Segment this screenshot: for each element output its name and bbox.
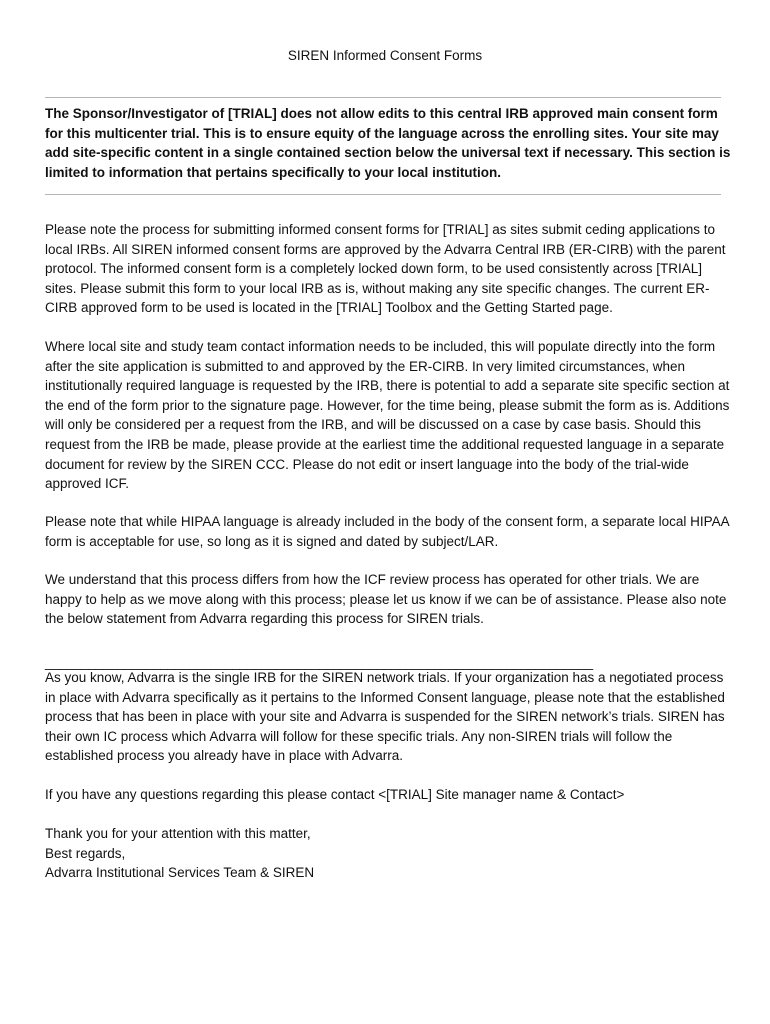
document-title: SIREN Informed Consent Forms xyxy=(287,48,483,63)
closing-block xyxy=(45,824,314,883)
paragraph-hipaa: Please note that while HIPAA language is already included in the body of the consent form, a separate local HIPAA form is acceptable for use, so long as it is signed and dated by subject/LAR. xyxy=(45,514,729,549)
paragraph-process-differs: We understand that this process differs from how the ICF review process has operated for other trials. We are happy to help as we move along with this process; please let us know if we can be of assistance. Please also note the below statement from Advarra regarding this process for SIREN trials. xyxy=(45,572,727,627)
separator-line: ____________________________________________________________________________ xyxy=(45,655,593,670)
closing-thanks: Thank you for your attention with this matter, xyxy=(45,826,311,841)
paragraph-submission-process: Please note the process for submitting informed consent forms for [TRIAL] as sites submit ceding applications to local IRBs. All SIREN informed consent forms are approved by the Advarra Central IRB (ER-CIRB) with the parent protocol. The informed consent form is a completely locked down form, to be used consistently across [TRIAL] sites. Please submit this form to your local IRB as is, without making any site specific changes. The current ER-CIRB approved form to be used is located in the [TRIAL] Toolbox and the Getting Started page. xyxy=(45,222,726,316)
paragraph-advarra-statement: As you know, Advarra is the single IRB for the SIREN network trials. If your organization has a negotiated process in place with Advarra specifically as it pertains to the Informed Consent language, please note that the established process that has been in place with your site and Advarra is suspended for the SIREN network’s trials. SIREN has their own IC process which Advarra will follow for these specific trials. Any non-SIREN trials will follow the established process you already have in place with Advarra. xyxy=(45,670,725,764)
paragraph-contact: If you have any questions regarding this please contact <[TRIAL] Site manager name & Contact> xyxy=(45,787,625,802)
closing-signature: Advarra Institutional Services Team & SIREN xyxy=(45,865,315,881)
notice-bottom-rule xyxy=(45,194,721,195)
closing-regards: Best regards, xyxy=(45,845,126,861)
notice-text: The Sponsor/Investigator of [TRIAL] does not allow edits to this central IRB approved main consent form for this multicenter trial. This is to ensure equity of the language across the enrolling sites. Your site may add site-specific content in a single contained section below the universal text if necessary. This section is limited to information that pertains specifically to your local institution. xyxy=(45,106,731,180)
notice-top-rule xyxy=(45,97,721,98)
paragraph-site-contact-info: Where local site and study team contact information needs to be included, this will populate directly into the form after the site application is submitted to and approved by the ER-CIRB. In very limited circumstances, when institutionally required language is requested by the IRB, there is potential to add a separate site specific section at the end of the form prior to the signature page. However, for the time being, please submit the form as is. Additions will only be considered per a request from the IRB, and will be discussed on a case by case basis. Should this request from the IRB be made, please provide at the earliest time the additional requested language in a separate document for review by the SIREN CCC. Please do not edit or insert language into the body of the trial-wide approved ICF. xyxy=(45,339,730,492)
